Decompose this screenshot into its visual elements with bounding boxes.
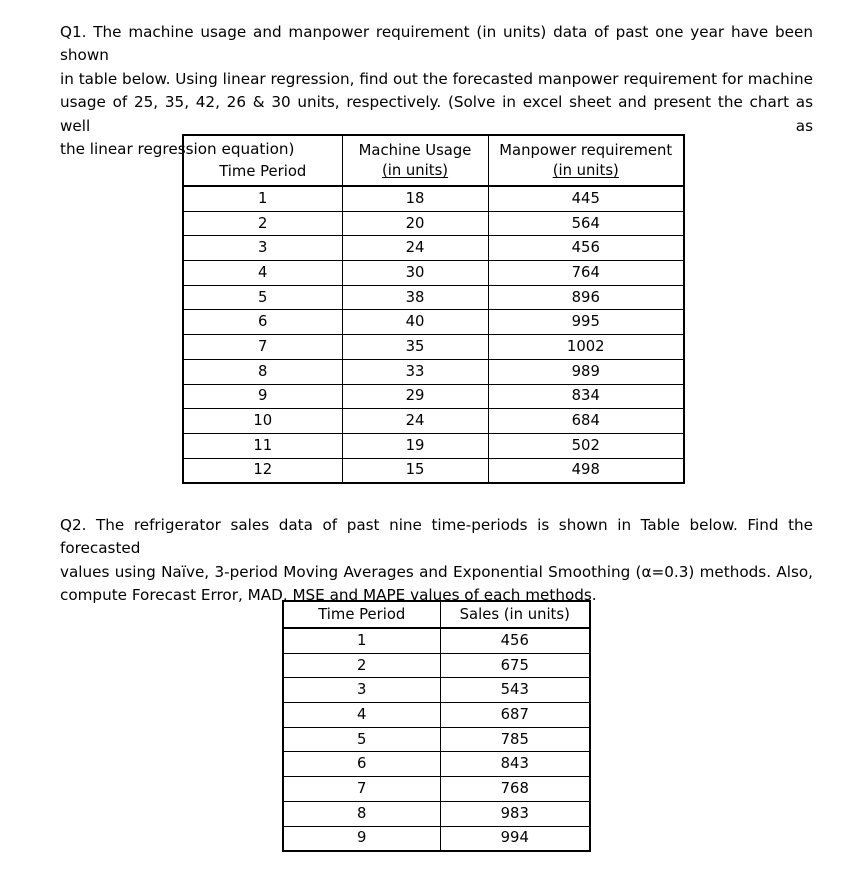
period-cell: 4	[183, 261, 342, 286]
table-header-row	[183, 135, 684, 186]
period-cell: 9	[183, 384, 342, 409]
usage-cell: 38	[342, 285, 488, 310]
table-row	[283, 653, 590, 678]
usage-cell: 30	[342, 261, 488, 286]
period-cell: 11	[183, 433, 342, 458]
q1-line-1: Q1. The machine usage and manpower requirement (in units) data of past one year have been shown	[60, 23, 813, 65]
q2-line-2: values using Naïve, 3-period Moving Averages and Exponential Smoothing (α=0.3) methods. Also,	[60, 562, 813, 581]
manpower-cell: 564	[488, 211, 684, 236]
table-row	[283, 703, 590, 728]
usage-cell: 40	[342, 310, 488, 335]
header-manpower	[488, 135, 684, 186]
table-row	[283, 777, 590, 802]
q2-line-3: compute Forecast Error, MAD, MSE and MAPE values of each methods.	[60, 586, 597, 605]
q2-line-1: Q2. The refrigerator sales data of past nine time-periods is shown in Table below. Find the forecasted	[60, 516, 813, 558]
table-row	[183, 285, 684, 310]
period-cell: 2	[183, 211, 342, 236]
period-cell: 12	[183, 458, 342, 483]
table-row	[183, 359, 684, 384]
table-row	[283, 826, 590, 851]
machine-usage-table	[182, 134, 685, 484]
manpower-cell: 764	[488, 261, 684, 286]
period-cell: 9	[283, 826, 440, 851]
header-time-period	[183, 135, 342, 186]
usage-cell: 29	[342, 384, 488, 409]
manpower-cell: 684	[488, 409, 684, 434]
period-cell: 5	[283, 727, 440, 752]
usage-cell: 33	[342, 359, 488, 384]
period-cell: 3	[283, 678, 440, 703]
machine-usage-table-body	[183, 186, 684, 483]
sales-cell: 768	[440, 777, 590, 802]
header-manpower-line1: Manpower requirement	[499, 141, 673, 159]
table-row	[283, 801, 590, 826]
usage-cell: 19	[342, 433, 488, 458]
table-row	[283, 678, 590, 703]
table-row	[283, 628, 590, 653]
period-cell: 6	[283, 752, 440, 777]
sales-cell: 456	[440, 628, 590, 653]
usage-cell: 24	[342, 236, 488, 261]
period-cell: 3	[183, 236, 342, 261]
manpower-cell: 989	[488, 359, 684, 384]
manpower-cell: 456	[488, 236, 684, 261]
header-machine-usage	[342, 135, 488, 186]
table-row	[183, 261, 684, 286]
table-row	[183, 335, 684, 360]
manpower-cell: 502	[488, 433, 684, 458]
period-cell: 7	[183, 335, 342, 360]
period-cell: 6	[183, 310, 342, 335]
table-row	[183, 458, 684, 483]
period-cell: 2	[283, 653, 440, 678]
manpower-cell: 445	[488, 186, 684, 211]
question-2-text	[60, 514, 813, 608]
usage-cell: 18	[342, 186, 488, 211]
header-machine-usage-line1: Machine Usage	[358, 141, 472, 159]
sales-table-body	[283, 628, 590, 851]
table-row	[183, 211, 684, 236]
header-time-period-label: Time Period	[219, 163, 307, 180]
sales-cell: 785	[440, 727, 590, 752]
manpower-cell: 498	[488, 458, 684, 483]
sales-cell: 543	[440, 678, 590, 703]
period-cell: 7	[283, 777, 440, 802]
table-header-row	[283, 601, 590, 628]
manpower-cell: 1002	[488, 335, 684, 360]
period-cell: 8	[283, 801, 440, 826]
table-row	[183, 236, 684, 261]
header-time-period: Time Period	[283, 601, 440, 628]
table-row	[183, 186, 684, 211]
table-row	[183, 433, 684, 458]
manpower-cell: 995	[488, 310, 684, 335]
manpower-cell: 834	[488, 384, 684, 409]
period-cell: 5	[183, 285, 342, 310]
table-row	[183, 409, 684, 434]
usage-cell: 24	[342, 409, 488, 434]
q1-line-4: the linear regression equation)	[60, 140, 295, 159]
header-sales: Sales (in units)	[440, 601, 590, 628]
usage-cell: 35	[342, 335, 488, 360]
sales-cell: 983	[440, 801, 590, 826]
sales-table	[282, 600, 591, 852]
sales-cell: 994	[440, 826, 590, 851]
q1-line-2: in table below. Using linear regression, find out the forecasted manpower requirement for machine	[60, 69, 813, 88]
table-row	[183, 310, 684, 335]
table-row	[183, 384, 684, 409]
period-cell: 1	[183, 186, 342, 211]
period-cell: 8	[183, 359, 342, 384]
header-manpower-line2: (in units)	[552, 161, 619, 179]
q1-line-3: usage of 25, 35, 42, 26 & 30 units, respectively. (Solve in excel sheet and present the chart as well as	[60, 93, 813, 135]
table-row	[283, 727, 590, 752]
sales-cell: 843	[440, 752, 590, 777]
period-cell: 4	[283, 703, 440, 728]
usage-cell: 15	[342, 458, 488, 483]
sales-cell: 675	[440, 653, 590, 678]
header-machine-usage-line2: (in units)	[381, 161, 449, 179]
manpower-cell: 896	[488, 285, 684, 310]
table-row	[283, 752, 590, 777]
usage-cell: 20	[342, 211, 488, 236]
period-cell: 10	[183, 409, 342, 434]
period-cell: 1	[283, 628, 440, 653]
sales-cell: 687	[440, 703, 590, 728]
